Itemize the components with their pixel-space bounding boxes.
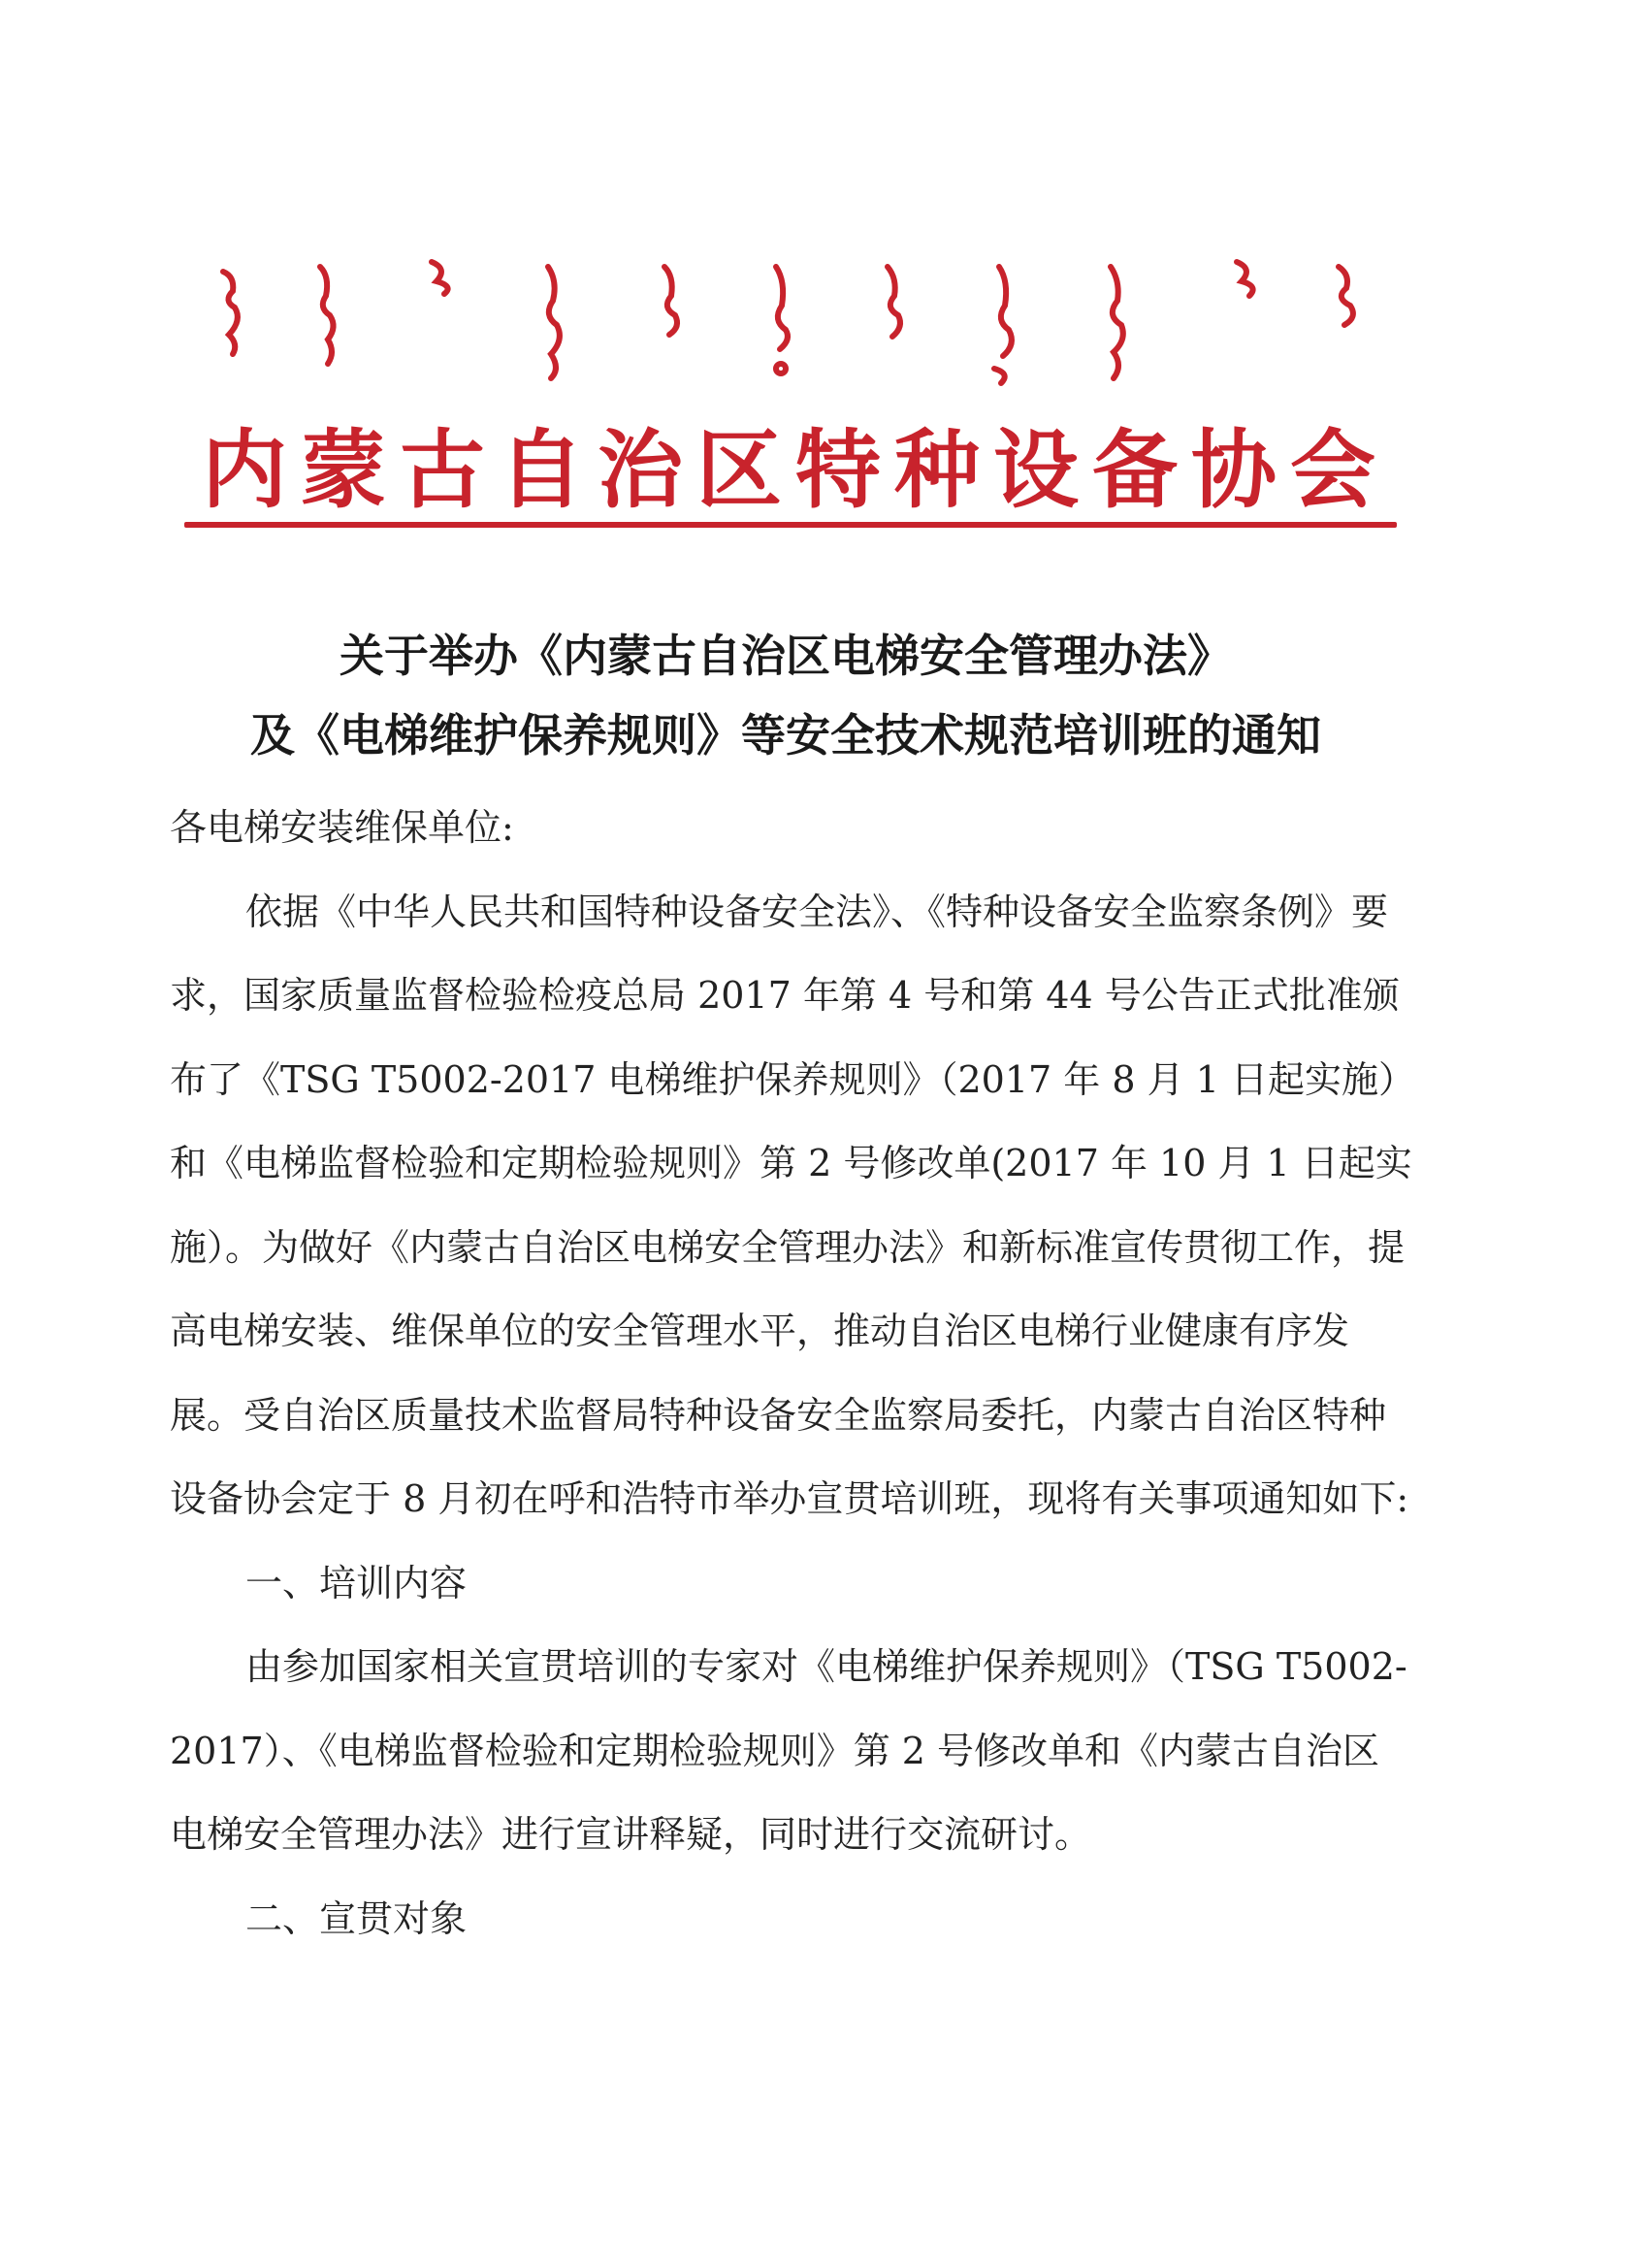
paragraph-training-content: 由参加国家相关宣贯培训的专家对《电梯维护保养规则》（TSG T5002-2017）、《电梯监督检验和定期检验规则》第 2 号修改单和《内蒙古自治区电梯安全管理办法》进行宣讲释疑，同时进行交流研讨。 [170,1645,1407,1856]
document-title-line-1: 关于举办《内蒙古自治区电梯安全管理办法》 [340,630,1232,682]
letterhead-divider [184,522,1397,528]
document-title-line-2: 及《电梯维护保养规则》等安全技术规范培训班的通知 [250,709,1321,761]
section-heading-audience: 二、宣贯对象 [245,1896,468,1940]
organization-name: 内蒙古自治区特种设备协会 [201,419,1389,520]
salutation: 各电梯安装维保单位: [170,806,514,849]
document-body [170,786,1416,1960]
mongolian-script-icon [194,247,1397,393]
section-heading-training-content: 一、培训内容 [245,1561,468,1604]
mongolian-letterhead [194,247,1397,393]
paragraph-intro: 依据《中华人民共和国特种设备安全法》、《特种设备安全监察条例》要求，国家质量监督检验检疫总局 2017 年第 4 号和第 44 号公告正式批准颁布了《TSG T5002-2017 电梯维护保养规则》（2017 年 8 月 1 日起实施）和《电梯监督检验和定期检验规则》第 2 号修改单(2017 年 10 月 1 日起实施）。为做好《内蒙古自治区电梯安全管理办法》和新标准宣传贯彻工作，提高电梯安装、维保单位的安全管理水平，推动自治区电梯行业健康有序发展。受自治区质量技术监督局特种设备安全监察局委托，内蒙古自治区特种设备协会定于 8 月初在呼和浩特市举办宣贯培训班，现将有关事项通知如下: [170,890,1415,1520]
